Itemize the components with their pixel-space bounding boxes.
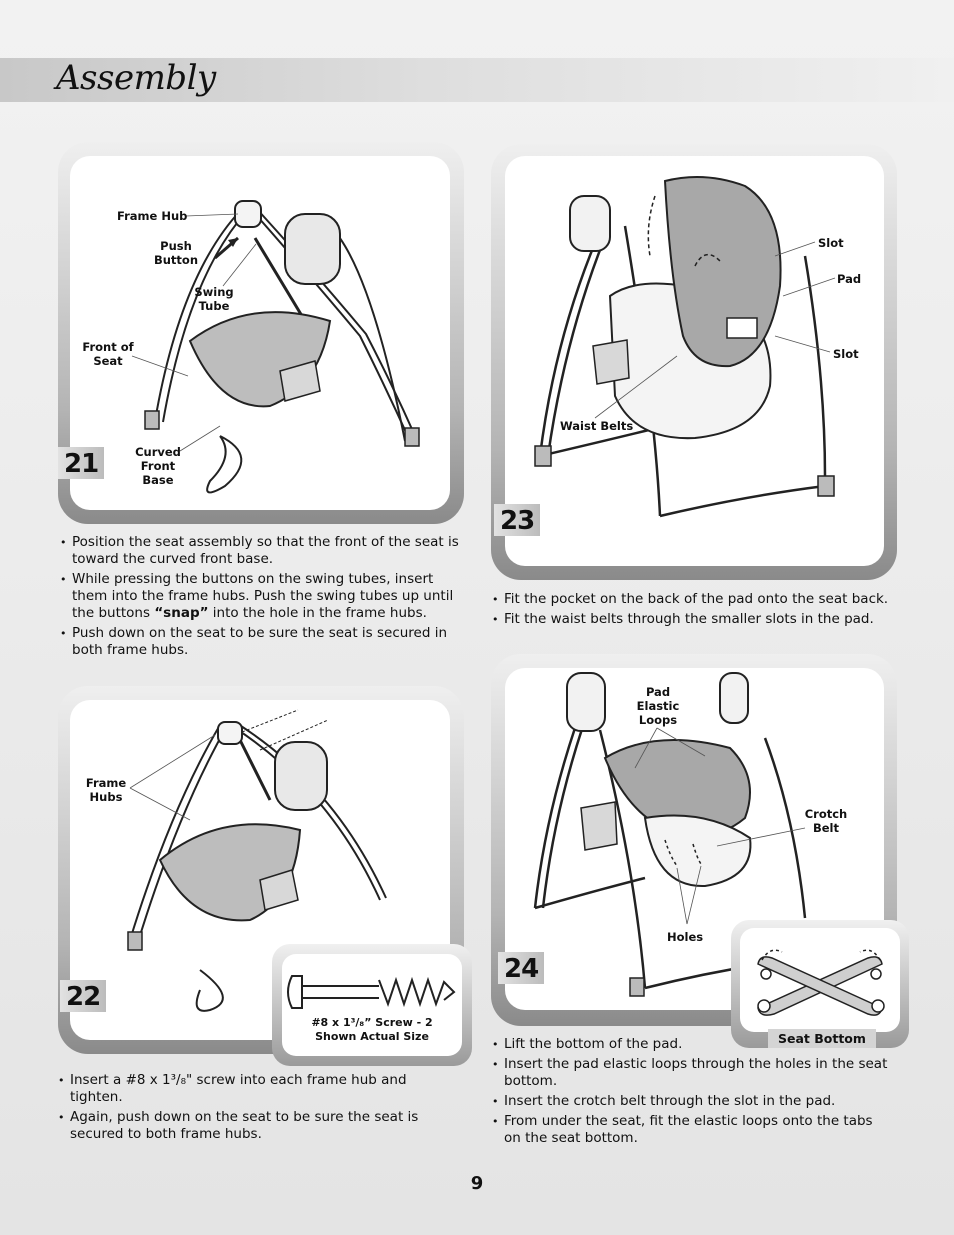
label-crotch-belt: Crotch Belt (804, 807, 848, 835)
label-slot-bottom: Slot (833, 347, 859, 361)
page-number: 9 (470, 1173, 484, 1194)
label-pad: Pad (837, 272, 862, 286)
step-23-instructions (490, 591, 895, 631)
step-22-bullet-2: • Again, push down on the seat to be sure the seat is secured to both frame hubs. (56, 1109, 461, 1143)
step-21-instructions (58, 534, 463, 662)
step-21-bullet-3: • Push down on the seat to be sure the seat is secured in both frame hubs. (58, 625, 463, 659)
label-front-of-seat: Front of Seat (82, 340, 134, 368)
step-21-bullet-2 (58, 571, 463, 622)
screw-caption-size: #8 x 1³/₈” Screw - 2 (311, 1016, 433, 1029)
label-pad-elastic-loops: Pad Elastic Loops (636, 685, 680, 727)
step-21-bullet-1: • Position the seat assembly so that the front of the seat is toward the curved front base. (58, 534, 463, 568)
step-24-bullet-4: • From under the seat, fit the elastic loops onto the tabs on the seat bottom. (490, 1113, 890, 1147)
label-frame-hubs: Frame Hubs (85, 776, 127, 804)
step-21-bullet-2-tail: into the hole in the frame hubs. (208, 605, 427, 621)
label-curved-front-base: Curved Front Base (135, 445, 181, 487)
screw-drawing (284, 972, 460, 1012)
page-title: Assembly (56, 58, 216, 98)
step-21-bullet-2-text: While pressing the buttons on the swing tubes, insert them into the frame hubs. Push the swing tubes up until the buttons (72, 571, 454, 621)
seat-bottom-tag: Seat Bottom (768, 1029, 876, 1048)
step-number-22: 22 (60, 980, 106, 1012)
step-number-23: 23 (494, 504, 540, 536)
step-number-24: 24 (498, 952, 544, 984)
label-swing-tube: Swing Tube (194, 285, 234, 313)
step-22-instructions (56, 1072, 461, 1146)
step-24-instructions (490, 1036, 890, 1150)
label-slot-top: Slot (818, 236, 844, 250)
seat-bottom-drawing (748, 938, 892, 1018)
label-push-button: Push Button (153, 239, 199, 267)
label-frame-hub: Frame Hub (117, 209, 188, 223)
step-24-bullet-2: • Insert the pad elastic loops through the holes in the seat bottom. (490, 1056, 890, 1090)
step-24-bullet-3: • Insert the crotch belt through the slot in the pad. (490, 1093, 890, 1110)
step-23-bullet-1: • Fit the pocket on the back of the pad onto the seat back. (490, 591, 895, 608)
step-23-swing-drawing (505, 156, 884, 566)
step-number-21: 21 (58, 447, 104, 479)
step-23-bullet-2: • Fit the waist belts through the smaller slots in the pad. (490, 611, 895, 628)
snap-word: “snap” (154, 605, 209, 621)
step-24-bullet-1: • Lift the bottom of the pad. (490, 1036, 890, 1053)
label-waist-belts: Waist Belts (560, 419, 634, 433)
screw-caption-actual: Shown Actual Size (315, 1030, 429, 1043)
step-22-bullet-1: • Insert a #8 x 1³/₈" screw into each frame hub and tighten. (56, 1072, 461, 1106)
label-holes: Holes (667, 930, 704, 944)
